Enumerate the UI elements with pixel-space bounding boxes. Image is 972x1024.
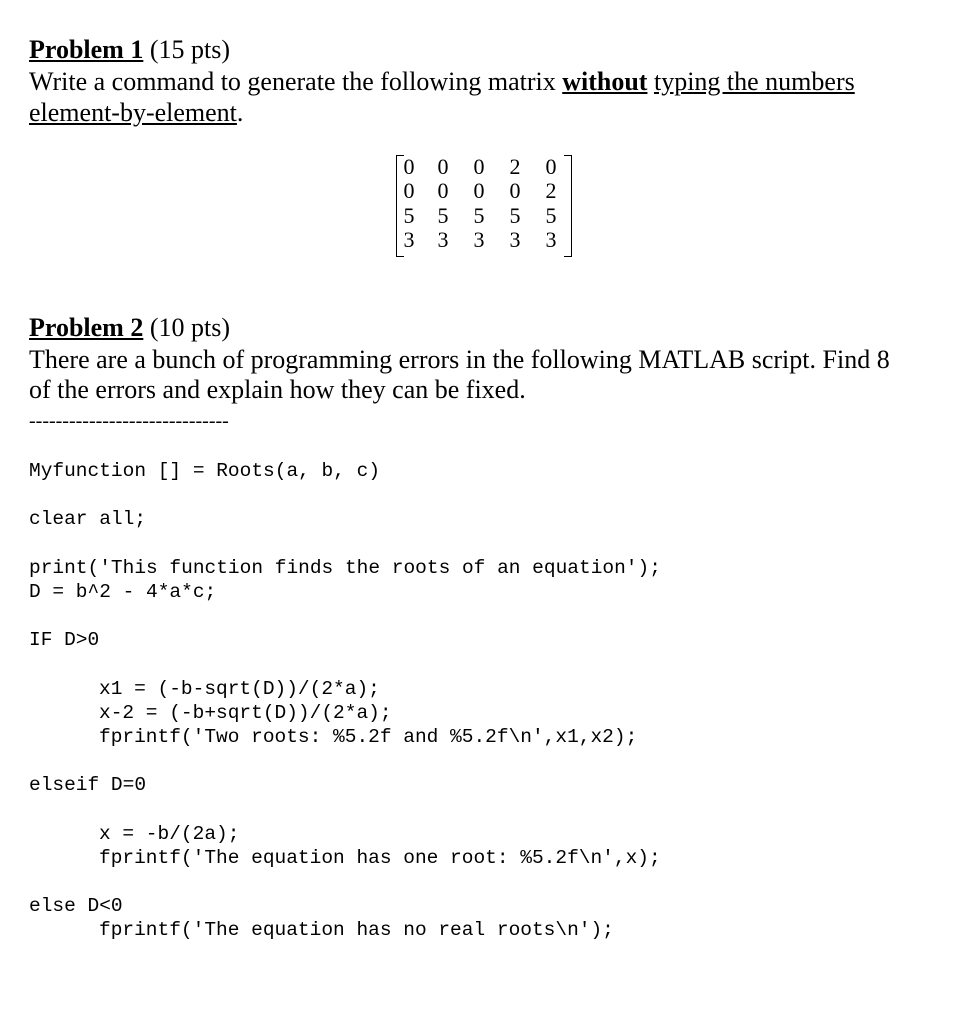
matrix-cell: 0 (437, 154, 449, 179)
problem-1-emphasis-without: without (562, 67, 648, 96)
problem-1-text-line-2 (29, 97, 243, 128)
matrix-cell: 3 (437, 227, 449, 252)
matrix-cell: 3 (473, 227, 485, 252)
code-line: else D<0 (29, 895, 123, 917)
code-line: Myfunction [] = Roots(a, b, c) (29, 460, 381, 482)
divider-line: ------------------------------ (29, 410, 229, 432)
matrix-cell: 2 (545, 178, 557, 203)
matrix-cell: 5 (509, 203, 521, 228)
matrix (396, 152, 572, 258)
code-line: D = b^2 - 4*a*c; (29, 581, 217, 603)
matrix-cell: 0 (509, 178, 521, 203)
problem-2-label: Problem 2 (29, 313, 144, 342)
matrix-cell: 5 (403, 203, 415, 228)
problem-1-underlined-phrase: typing the numbers (653, 67, 855, 96)
code-line: IF D>0 (29, 629, 100, 651)
matrix-cell: 0 (545, 154, 557, 179)
matrix-row (396, 179, 572, 203)
code-line: fprintf('Two roots: %5.2f and %5.2f\n',x1,x2); (99, 726, 638, 748)
matrix-row (396, 155, 572, 179)
problem-1-points: (15 pts) (143, 35, 231, 64)
problem-1-text-a: Write a command to generate the following matrix (29, 67, 563, 96)
problem-1-label: Problem 1 (29, 35, 144, 64)
problem-2-points: (10 pts) (143, 313, 231, 342)
matrix-cell: 2 (509, 154, 521, 179)
matrix-cell: 5 (437, 203, 449, 228)
code-line: x-2 = (-b+sqrt(D))/(2*a); (99, 702, 392, 724)
matrix-row (396, 204, 572, 228)
problem-1-text-line-1 (29, 66, 855, 97)
matrix-cell: 0 (403, 154, 415, 179)
code-line: fprintf('The equation has no real roots\n'); (99, 919, 614, 941)
matrix-cell: 0 (473, 178, 485, 203)
problem-1-period: . (236, 98, 244, 127)
matrix-row (396, 228, 572, 252)
code-line: print('This function finds the roots of an equation'); (29, 557, 661, 579)
matrix-cell: 5 (545, 203, 557, 228)
code-line: x = -b/(2a); (99, 823, 240, 845)
matrix-cell: 0 (473, 154, 485, 179)
code-line: elseif D=0 (29, 774, 147, 796)
code-line: fprintf('The equation has one root: %5.2f\n',x); (99, 847, 661, 869)
problem-2-text-line-2: of the errors and explain how they can be fixed. (29, 375, 526, 404)
code-line: clear all; (29, 508, 147, 530)
problem-1-heading (29, 35, 230, 65)
matrix-cell: 0 (403, 178, 415, 203)
matrix-cell: 5 (473, 203, 485, 228)
code-line: x1 = (-b-sqrt(D))/(2*a); (99, 678, 380, 700)
matrix-cell: 0 (437, 178, 449, 203)
problem-2-text-line-1: There are a bunch of programming errors in the following MATLAB script. Find 8 (29, 345, 890, 374)
matrix-cell: 3 (509, 227, 521, 252)
matrix-cell: 3 (545, 227, 557, 252)
problem-2-heading (29, 313, 230, 343)
matrix-cell: 3 (403, 227, 415, 252)
problem-1-underlined-element: element-by-element (29, 98, 237, 127)
